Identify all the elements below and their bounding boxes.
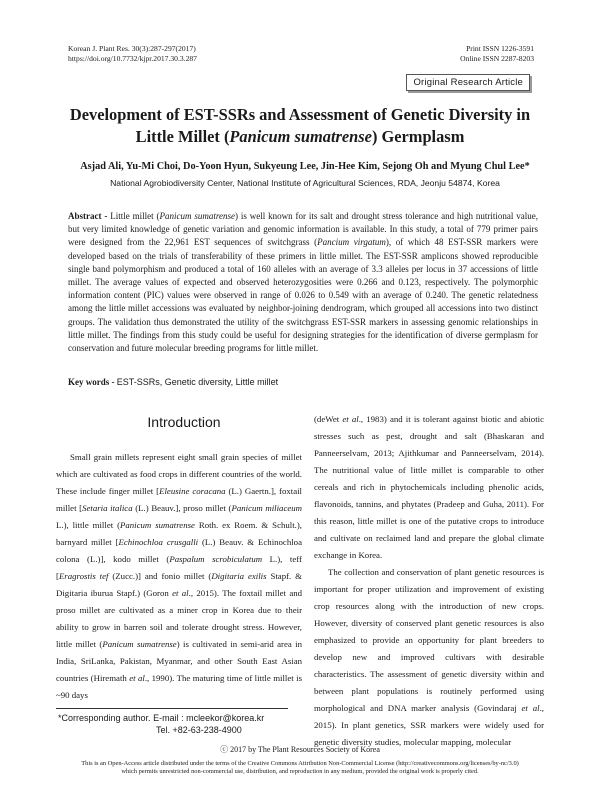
abstract-text: ) is well known for its salt and drought stress tolerance and high nutritional value, but very limited knowledge of genetic variation and genomic information is available. In this study, a total of 779 primer pairs were designed from the 22,961 EST sequences of switchgrass ( [68, 211, 539, 248]
keywords-label: Key words - [68, 377, 117, 387]
paper-title [60, 104, 540, 148]
body-text: ., 1983) and it is tolerant against biotic and abiotic stresses such as pest, drought and salt (Bhaskaran and Panneerselvam, 2013; Ajithkumar and Panneerselvam, 2014). The nutritional value of little millet is comparable to other cereals and rich in phytochemicals including phenolic acids, flavonoids, tannins, and phytates (Pradeep and Guha, 2011). For this reason, little millet is one of the putative crops to introduce and cultivate on reclaimed land and prepare the global climate exchange in Korea. [314, 414, 544, 560]
title-text: Little Millet ( [135, 127, 230, 146]
abstract-text: Little millet ( [110, 211, 160, 221]
body-text: Small grain millets represent eight small grain species of millet which are cultivated as food crops in different countries of the world. These include finger millet [ [56, 452, 302, 496]
copyright-notice: ⓒ 2017 by The Plant Resources Society of Korea [220, 745, 380, 754]
title-text: ) Germplasm [371, 127, 465, 146]
italic-term: Eleusine coracana [159, 486, 226, 496]
body-text: Stapf. & Digitaria iburua Stapf.) (Goron [56, 571, 302, 598]
italic-term: et al [172, 588, 189, 598]
affiliation: National Agrobiodiversity Center, National Institute of Agricultural Sciences, RDA, Jeonju 54874, Korea [110, 178, 500, 188]
italic-term: Eragrostis tef [58, 571, 109, 581]
right-column [314, 411, 544, 751]
author-list: Asjad Ali, Yu-Mi Choi, Do-Yoon Hyun, Sukyeung Lee, Jin-Hee Kim, Sejong Oh and Myung Chul Lee* [80, 161, 530, 172]
italic-term: et al [342, 414, 359, 424]
license-line: which permits unrestricted non-commercial use, distribution, and reproduction in any medium, provided the original work is properly cited. [121, 768, 479, 775]
italic-term: Setaria italica [82, 503, 133, 513]
issn-block [460, 44, 534, 64]
paragraph [314, 411, 544, 564]
italic-term: Panicum sumatrense [120, 520, 195, 530]
body-text: (deWet [314, 414, 343, 424]
paragraph [56, 449, 302, 704]
footnote [58, 712, 264, 736]
italic-term: Echinochloa crusgalli [118, 537, 199, 547]
license-line: This is an Open-Access article distributed under the terms of the Creative Commons Attribution Non-Commercial License (http://creativecommons.org/licenses/by-nc/3.0) [81, 760, 519, 767]
body-text: ., 2015). The foxtail millet and proso millet are cultivated as a miner crop in Korea due to their ability to grow in barren soil and tolerate drought stress. However, little millet ( [56, 588, 303, 649]
body-text: (L.) Beauv. & Echinochloa colona (L.)], kodo millet ( [56, 537, 302, 564]
abstract-text: ), of which 48 EST-SSR markers were developed based on the trials of transferability of these primers in little millet. The EST-SSR amplicons showed reproducible single band polymorphism and produced a total of 160 alleles with an average of 3.3 alleles per locus in 37 accessions of little millet. The average values of expected and observed heterozygosities were 0.266 and 0.123, respectively. The polymorphic information content (PIC) values were observed in range of 0.026 to 0.549 with an average of 0.240. The genetic relatedness among the little millet accessions was evaluated by neighbor-joining dendrogram, which grouped all accessions into two distinct groups. The validation thus demonstrated the utility of the switchgrass EST-SSR markers in assessing genomic relationships in little millet. The findings from this study could be useful for designing strategies for the identification of diverse germplasm for conservation and future molecular breeding programs for little millet. [68, 237, 539, 354]
body-text: (L.) Beauv.], proso millet ( [132, 503, 232, 513]
abstract [68, 210, 538, 355]
title-line-2 [60, 126, 540, 148]
article-type-badge: Original Research Article [406, 74, 530, 91]
title-line-1: Development of EST-SSRs and Assessment of Genetic Diversity in [69, 105, 531, 124]
online-issn: Online ISSN 2287-8203 [460, 54, 534, 63]
body-text: (L.) Gaertn.], foxtail millet [ [56, 486, 302, 513]
abstract-species: Pancium virgatum [317, 237, 386, 248]
section-heading: Introduction [147, 414, 221, 430]
italic-term: et al [129, 673, 145, 683]
italic-term: Paspalum scrobiculatum [169, 554, 263, 564]
corresponding-author: *Corresponding author. E-mail : mcleekor@korea.kr [58, 713, 265, 723]
journal-header [68, 44, 197, 64]
italic-term: Panicum sumatrense [102, 639, 177, 649]
telephone: Tel. +82-63-238-4900 [156, 725, 242, 735]
print-issn: Print ISSN 1226-3591 [466, 44, 534, 53]
license-notice [40, 760, 560, 776]
body-text: ) is cultivated in semi-arid area in India, SriLanka, Pakistan, Myanmar, and other South East Asian countries (Hiremath [56, 639, 302, 683]
keywords-values: EST-SSRs, Genetic diversity, Little millet [116, 377, 279, 387]
body-text: ., 1990). The maturing time of little millet is ~90 days [56, 673, 302, 700]
italic-term: et al [521, 703, 540, 713]
abstract-species: Panicum sumatrense [159, 211, 236, 221]
body-text: (Zucc.)] and fonio millet ( [108, 571, 212, 581]
body-text: Roth. ex Roem. & Schult.), barnyard millet [ [56, 520, 302, 547]
italic-term: Panicum miliaceum [231, 503, 302, 513]
abstract-label: Abstract - [68, 211, 111, 221]
paragraph [314, 564, 544, 751]
body-text: ., 2015). In plant genetics, SSR markers were widely used for genetic diversity studies, molecular mapping, molecular [314, 703, 544, 747]
title-species: Panicum sumatrense [229, 127, 372, 146]
body-text: The collection and conservation of plant genetic resources is important for proper utilization and improvement of existing crop resources along with the introduction of new crops. However, diversity of conserved plant genetic resources is also emphasized to provide an opportunity for plant breeders to develop new and improved cultivars with desirable characteristics. The assessment of genetic diversity within and between plant populations is routinely performed using morphological and DNA marker analysis (Govindaraj [314, 567, 544, 713]
journal-citation: Korean J. Plant Res. 30(3):287-297(2017) [68, 44, 196, 53]
footnote-divider [56, 708, 288, 709]
body-text: L.), teff [ [56, 554, 302, 581]
keywords [68, 376, 538, 388]
doi-link[interactable]: https://doi.org/10.7732/kjpr.2017.30.3.287 [68, 54, 197, 63]
body-text: L.), little millet ( [56, 520, 121, 530]
italic-term: Digitaria exilis [211, 571, 267, 581]
left-column [56, 449, 302, 704]
